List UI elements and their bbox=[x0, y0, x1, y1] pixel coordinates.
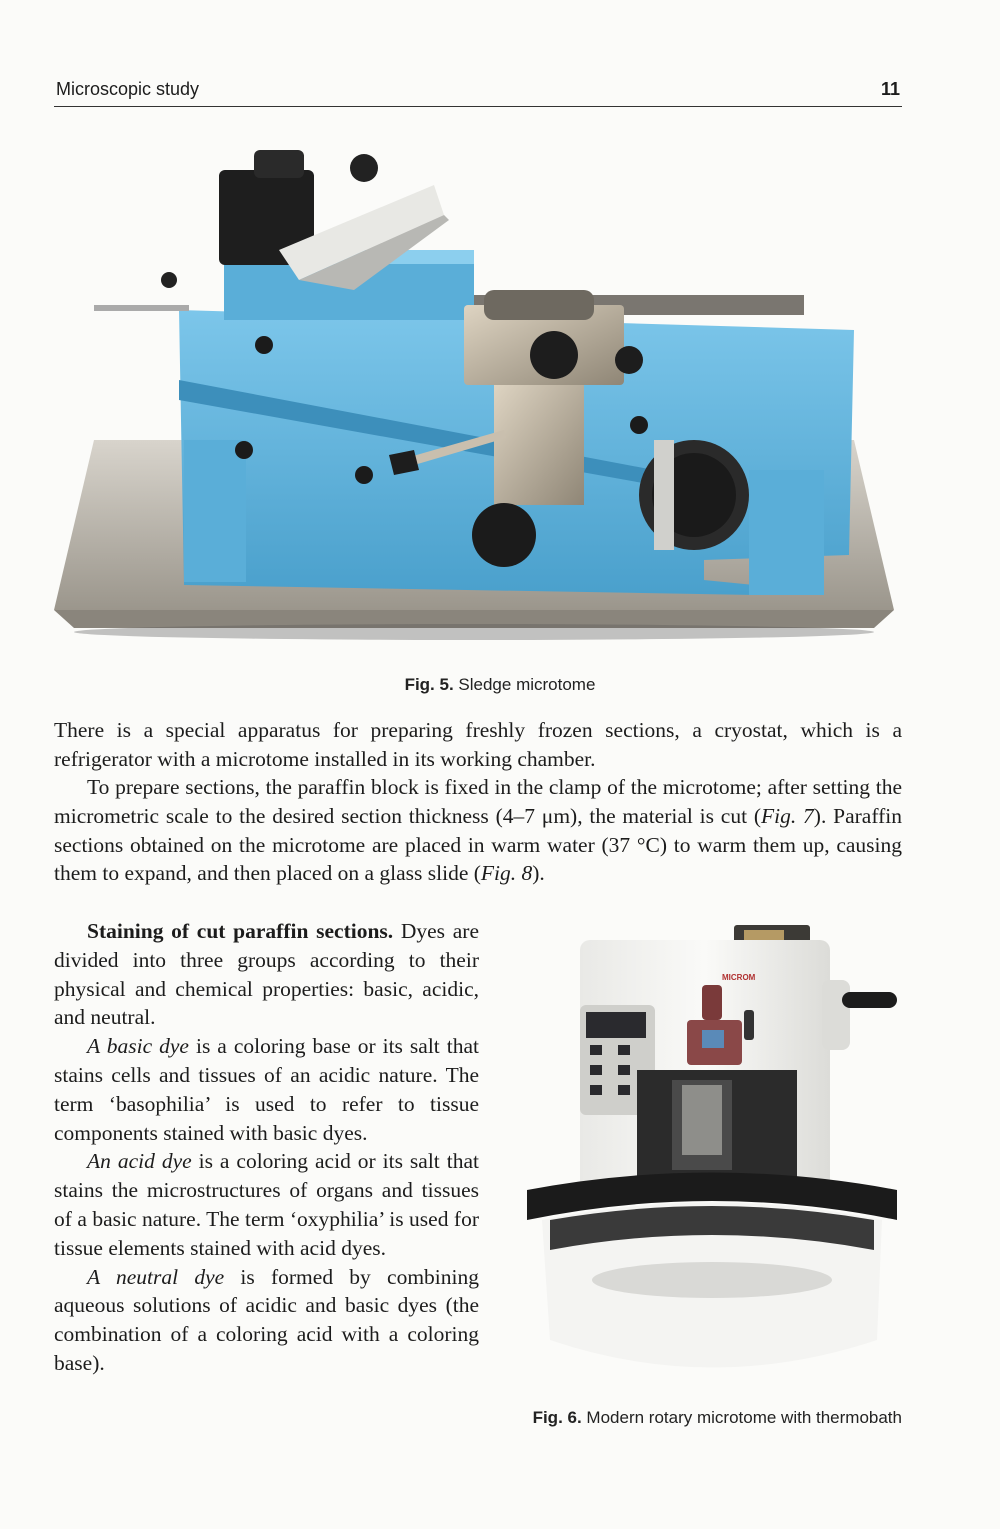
figure-5-caption bbox=[0, 675, 1000, 695]
paragraph-staining bbox=[54, 917, 479, 1032]
microm-logo: MICROM bbox=[722, 973, 756, 982]
figure-6-label: Fig. 6. bbox=[532, 1408, 582, 1427]
paragraph-section-preparation-part3: ). bbox=[532, 861, 545, 886]
paragraph-basic-dye bbox=[54, 1032, 479, 1147]
paragraph-section-preparation bbox=[54, 773, 902, 888]
paragraph-neutral-dye bbox=[54, 1263, 479, 1378]
paragraph-acid-dye bbox=[54, 1147, 479, 1262]
staining-heading: Staining of cut paraffin sections. bbox=[87, 919, 394, 943]
basic-dye-term: A basic dye bbox=[87, 1034, 189, 1059]
figure-8-reference: Fig. 8 bbox=[480, 861, 533, 886]
paragraph-section-preparation-part2: ). Paraffin sections obtained on the microtome are placed in warm water (37 °C) to warm them up, causing them to expand, and then placed on a glass slide ( bbox=[54, 803, 902, 886]
paragraph-cryostat: There is a special apparatus for preparing freshly frozen sections, a cryostat, which is a refrigerator with a microtome installed in its working chamber. bbox=[54, 718, 902, 771]
figure-5-sledge-microtome-image bbox=[54, 140, 900, 660]
figure-7-reference: Fig. 7 bbox=[761, 803, 814, 828]
figure-6-caption bbox=[510, 1408, 902, 1428]
paragraph-section-preparation-part1: To prepare sections, the paraffin block is fixed in the clamp of the microtome; after setting the micrometric scale to the desired section thickness (4–7 μm), the material is cut ( bbox=[54, 775, 902, 828]
figure-6-rotary-microtome-image bbox=[522, 920, 907, 1395]
left-column-text bbox=[54, 917, 479, 1378]
staining-text: Dyes are divided into three groups according to their physical and chemical properties: basic, acidic, and neutral. bbox=[54, 919, 479, 1030]
figure-5-caption-text: Sledge microtome bbox=[453, 675, 596, 694]
acid-dye-text: is a coloring acid or its salt that stains the microstructures of organs and tissues of a basic nature. The term ‘oxyphilia’ is used for tissue elements stained with acid dyes. bbox=[54, 1149, 479, 1260]
running-header bbox=[54, 76, 902, 107]
page-number: 11 bbox=[880, 79, 900, 99]
figure-5-label: Fig. 5. bbox=[404, 675, 454, 694]
acid-dye-term: An acid dye bbox=[87, 1149, 192, 1174]
neutral-dye-term: A neutral dye bbox=[87, 1264, 225, 1289]
basic-dye-text: is a coloring base or its salt that stains cells and tissues of an acidic nature. The term ‘basophilia’ is used to refer to tissue components stained with basic dyes. bbox=[54, 1034, 479, 1145]
running-header-title: Microscopic study bbox=[56, 79, 200, 99]
figure-6-caption-text: Modern rotary microtome with thermobath bbox=[581, 1408, 902, 1427]
neutral-dye-text: is formed by combining aqueous solutions of acidic and basic dyes (the combination of a coloring acid with a coloring base). bbox=[54, 1264, 480, 1375]
